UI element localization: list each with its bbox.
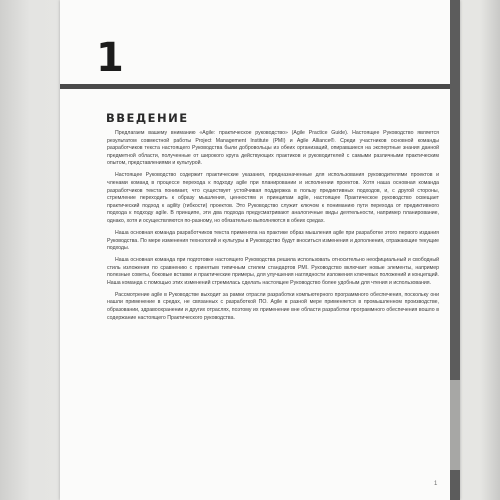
chapter-rule <box>60 84 450 89</box>
body-text[interactable] <box>107 130 439 327</box>
paragraph-5: Рассмотрение agile в Руководстве выходит за рамки отрасли разработки компьютерного программного обеспечения, поскольку они нашли применение в средах, не связанных с разработкой ПО. Agile в разной мере применяется в промышленном производстве, образовании, здравоохранении и других отраслях, поэтому их применение вне области разработки программного обеспечения вошло в содержание настоящего Практического руководства. <box>107 291 439 321</box>
paragraph-3: Наша основная команда разработчиков текста применяла на практике образ мышления agile при разработке этого первого издания Руководства. По мере изменения технологий и культуры в Руководство будут вноситься изменения и дополнения, отражающие текущие подходы. <box>107 229 439 252</box>
paragraph-4: Наша основная команда при подготовке настоящего Руководства решила использовать относительно неофициальный и свободный стиль изложения по сравнению с принятым типичным стилем стандартов PMI. Руководство включает новые элементы, например полезные советы, боковые вставки и практические примеры, для улучшения наглядности изложения ключевых положений и концепций. Наша команда с помощью этих изменений стремилась сделать настоящее Руководство более удобным для чтения и использования. <box>107 257 439 286</box>
paragraph-2: Настоящее Руководство содержит практические указания, предназначенные для использования руководителями проектов и членами команд в процессе перехода к подходу agile при планировании и исполнении проектов. Хотя наша основная команда разработчиков текста понимает, что существует устойчивая поддержка в пользу предиктивных подходов, и, с другой стороны, стремление переходить к образу мышления, ценностям и принципам agile, настоящее Практическое руководство освещает практический подход к agility (гибкости) проектов. Это Руководство служит ключом к пониманию пути перехода от предиктивного подхода к подходу agile. В принципе, эти два подхода предусматривают аналогичные виды деятельности, например планирование, однако, хотя и осуществляются по-разному, но обязательно выполняются в обеих средах. <box>107 172 439 224</box>
chapter-edge-band <box>450 380 460 470</box>
page-number: 1 <box>434 481 438 487</box>
book-page <box>60 0 460 500</box>
paragraph-1: Предлагаем вашему вниманию «Agile: практическое руководство» (Agile Practice Guide). Настоящее Руководство является результатом совместной работы Project Management Institute (PMI) и Agile Alliance®. Среди участников основной команды разработчиков текста настоящего Руководства были добровольцы из обеих организаций, опиравшиеся на экспертные знания данной предметной области, полученные от широкого круга действующих практиков и руководителей с самыми различными практическим опытом, представлениями и культурой. <box>107 130 439 167</box>
chapter-edge-tab <box>450 0 460 500</box>
chapter-number: 1 <box>96 35 124 81</box>
section-title: ВВЕДЕНИЕ <box>106 111 189 125</box>
